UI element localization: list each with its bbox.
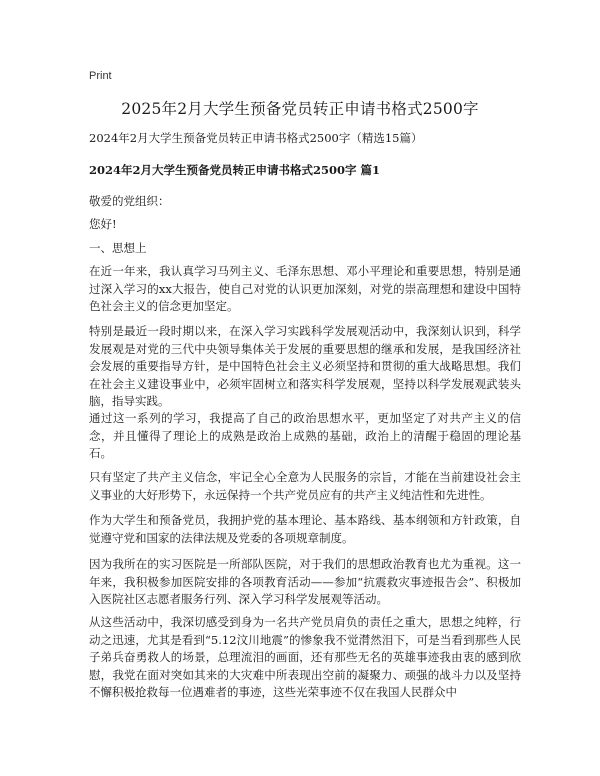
heading-thought: 一、思想上 [89,241,147,255]
paragraph-7: 从这些活动中，我深切感受到身为一名共产党员肩负的责任之重大，思想之纯粹，行动之迅速，尤其是看到“5.12汶川地震”的惨象我不觉潸然泪下，可是当看到那些人民子弟兵奋勇救人的场景，总理流泪的画面，还有那些无名的英雄事迹我由衷的感到欣慰，我党在面对突如其来的大灾难中所表现出空前的凝聚力、顽强的战斗力以及坚持不懈积极抢救每一位遇难者的事迹，这些光荣事迹不仅在我国人民群众中 [89,615,521,699]
paragraph-3: 通过这一系列的学习，我提高了自己的政治思想水平，更加坚定了对共产主义的信念，并且懂得了理论上的成熟是政治上成熟的基础，政治上的清醒于稳固的理论基石。 [89,411,521,460]
greeting: 您好! [89,217,117,231]
paragraph-5: 作为大学生和预备党员，我拥护党的基本理论、基本路线、基本纲领和方针政策，自觉遵守党和国家的法律法规及党委的各项规章制度。 [89,513,521,545]
section-heading: 2024年2月大学生预备党员转正申请书格式2500字 篇1 [89,163,381,177]
paragraph-4: 只有坚定了共产主义信念，牢记全心全意为人民服务的宗旨，才能在当前建设社会主义事业的大好形势下，永远保持一个共产党员应有的共产主义纯洁性和先进性。 [89,470,521,502]
document-subtitle: 2024年2月大学生预备党员转正申请书格式2500字（精选15篇） [89,131,423,145]
paragraph-6: 因为我所在的实习医院是一所部队医院，对于我们的思想政治教育也尤为重视。这一年来，我积极参加医院安排的各项教育活动——参加“抗震救灾事迹报告会”、积极加入医院社区志愿者服务行列、深入学习科学发展观等活动。 [89,557,521,606]
print-link[interactable]: Print [89,70,112,82]
paragraph-1: 在近一年来，我认真学习马列主义、毛泽东思想、邓小平理论和重要思想，特别是通过深入学习的xx大报告，使自己对党的认识更加深刻，对党的崇高理想和建设中国特色社会主义的信念更加坚定。 [89,264,521,313]
paragraph-2: 特别是最近一段时期以来，在深入学习实践科学发展观活动中，我深刻认识到，科学发展观是对党的三代中央领导集体关于发展的重要思想的继承和发展，是我国经济社会发展的重要指导方针，是中国特色社会主义必须坚持和贯彻的重大战略思想。我们在社会主义建设事业中，必须牢固树立和落实科学发展观，坚持以科学发展观武装头脑，指导实践。 [89,324,521,408]
page-title: 2025年2月大学生预备党员转正申请书格式2500字 [121,100,479,118]
salutation: 敬爱的党组织： [89,194,170,208]
